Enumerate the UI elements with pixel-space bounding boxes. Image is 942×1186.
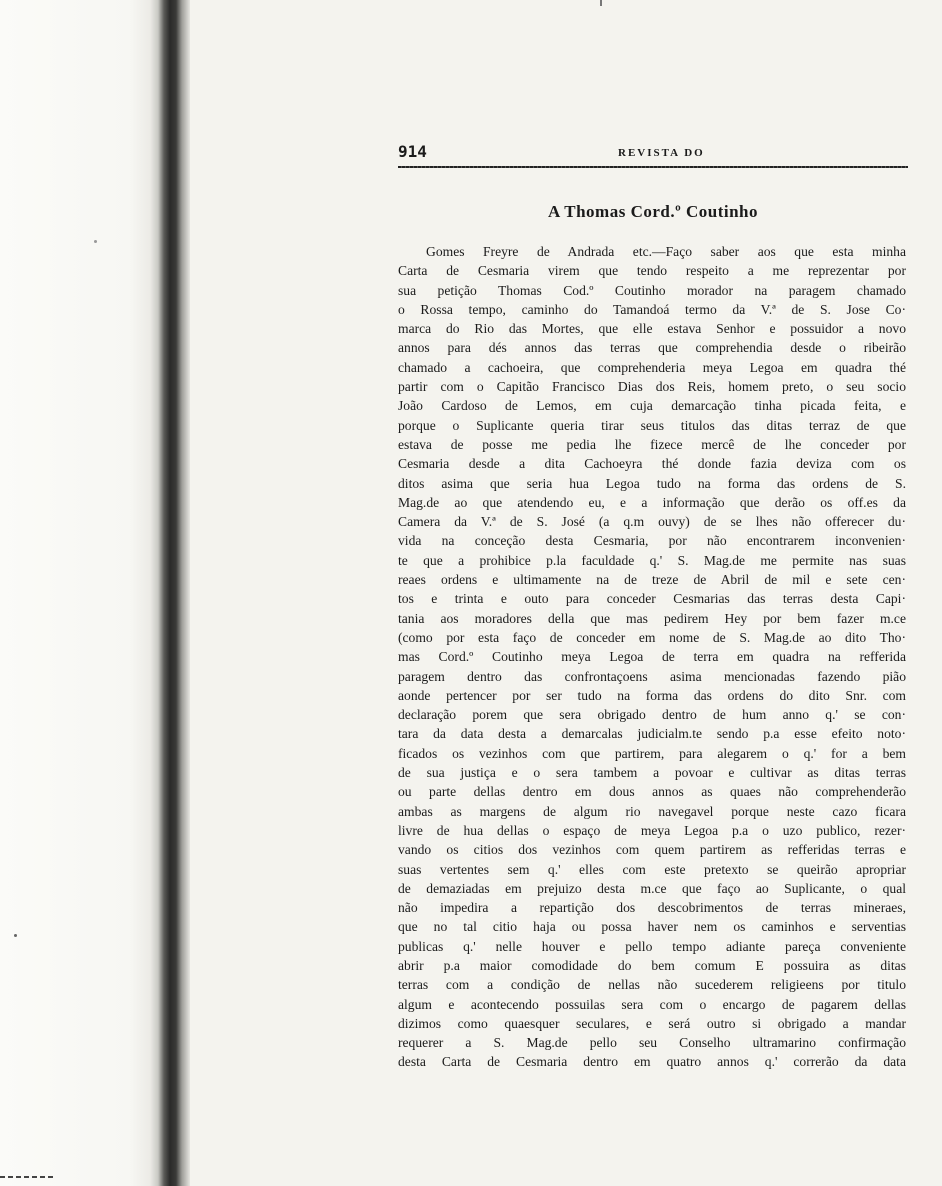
- text-line: não impedira a repartição dos descobrimentos de terras mineraes,: [398, 900, 906, 916]
- page-header: [398, 142, 908, 170]
- text-line: aonde pertencer por ser tudo na forma das ordens do dito Snr. com: [398, 687, 906, 703]
- text-line: tania aos moradores della que mas pedirem Hey por bem fazer m.ce: [398, 610, 906, 626]
- text-line: porque o Suplicante queria tirar seus titulos das ditas terraz de que: [398, 417, 906, 433]
- text-line: ditos asima que seria hua Legoa tudo na forma das ordens de S.: [398, 475, 906, 491]
- text-line: livre de hua dellas o espaço de meya Legoa p.a o uzo publico, rezer·: [398, 822, 906, 838]
- text-line: o Rossa tempo, caminho do Tamandoá termo da V.ª de S. Jose Co·: [398, 301, 906, 317]
- margin-speck: [94, 240, 97, 243]
- text-line: estava de posse me pedia lhe fizece mercê de lhe conceder por: [398, 436, 906, 452]
- text-line: João Cardoso de Lemos, em cuja demarcação tinha picada feita, e: [398, 398, 906, 414]
- text-line: ficados os vezinhos com que partirem, para alegarem o q.' for a bem: [398, 745, 906, 761]
- top-margin-mark: [600, 0, 602, 6]
- text-line: requerer a S. Mag.de pello seu Conselho ultramarino confirmação: [398, 1035, 906, 1051]
- text-line: paragem dentro das confrontaçoens asima mencionadas fazendo pião: [398, 668, 906, 684]
- text-line: vida na conceção desta Cesmaria, por não encontrarem inconvenien·: [398, 533, 906, 549]
- text-line: declaração porem que sera obrigado dentro de hum anno q.' se con·: [398, 707, 906, 723]
- text-line: annos para dés annos das terras que comprehendia desde o ribeirão: [398, 340, 906, 356]
- text-line: sua petição Thomas Cod.º Coutinho morador na paragem chamado: [398, 282, 906, 298]
- text-line: Mag.de ao que atendendo eu, e a informação que derão os off.es da: [398, 494, 906, 510]
- text-line: terras com a condição de nellas não sucederem religieens por titulo: [398, 977, 906, 993]
- page-number: 914: [398, 142, 427, 161]
- header-rule: [398, 166, 908, 168]
- text-line: ou parte dellas dentro em dous annos as quaes não comprehenderão: [398, 784, 906, 800]
- text-line: Camera da V.ª de S. José (a q.m ouvy) de se lhes não offerecer du·: [398, 514, 906, 530]
- text-line: dizimos como quaesquer seculares, e será outro si obrigado a mandar: [398, 1015, 906, 1031]
- margin-speck-lower: [14, 934, 17, 937]
- document-title: A Thomas Cord.º Coutinho: [547, 202, 758, 221]
- text-line: chamado a cachoeira, que comprehenderia meya Legoa em quadra thé: [398, 359, 906, 375]
- text-line: marca do Rio das Mortes, que elle estava Senhor e possuidor a novo: [398, 321, 906, 337]
- text-line: vando os citios dos vezinhos com quem partirem as refferidas terras e: [398, 842, 906, 858]
- text-line: publicas q.' nelle houver e pello tempo adiante pareça conveniente: [398, 938, 906, 954]
- text-line: tara da data desta a demarcalas judicialm.te sendo p.a esse efeito noto·: [398, 726, 906, 742]
- text-line: partir com o Capitão Francisco Dias dos Reis, homem preto, o seu socio: [398, 379, 906, 395]
- text-line: que no tal citio haja ou possa haver nem os caminhos e serventias: [398, 919, 906, 935]
- text-line: abrir p.a maior comodidade do bem comum E possuira as ditas: [398, 957, 906, 973]
- text-line: Cesmaria desde a dita Cachoeyra thé donde fazia deviza com os: [398, 456, 906, 472]
- text-line: tos e trinta e outo para conceder Cesmarias das terras desta Capi·: [398, 591, 906, 607]
- text-line: (como por esta faço de conceder em nome de S. Mag.de ao dito Tho·: [398, 629, 906, 645]
- body-text: [398, 242, 906, 1072]
- text-line: algum e acontecendo possuilas sera com o encargo de pagarem dellas: [398, 996, 906, 1012]
- text-line: te que a prohibice p.la faculdade q.' S. Mag.de me permite nas suas: [398, 552, 906, 568]
- text-line: reaes ordens e ultimamente na de treze de Abril de mil e sete cen·: [398, 572, 906, 588]
- text-line: suas vertentes sem q.' elles com este pretexto se queirão apropriar: [398, 861, 906, 877]
- bottom-margin-dash: [0, 1176, 56, 1178]
- text-line: de sua justiça e o sera tambem a povoar e cultivar as ditas terras: [398, 765, 906, 781]
- text-line: Carta de Cesmaria virem que tendo respeito a me reprezentar por: [398, 263, 906, 279]
- text-line: Gomes Freyre de Andrada etc.—Faço saber aos que esta minha: [426, 244, 906, 259]
- running-head: REVISTA DO: [618, 147, 705, 159]
- text-line: desta Carta de Cesmaria dentro em quatro annos q.' correrão da data: [398, 1054, 906, 1070]
- text-line: de demaziadas em prejuizo desta m.ce que faço ao Suplicante, o qual: [398, 880, 906, 896]
- text-line: ambas as margens de algum rio navegavel porque neste cazo ficara: [398, 803, 906, 819]
- text-line: mas Cord.º Coutinho meya Legoa de terra em quadra na refferida: [398, 649, 906, 665]
